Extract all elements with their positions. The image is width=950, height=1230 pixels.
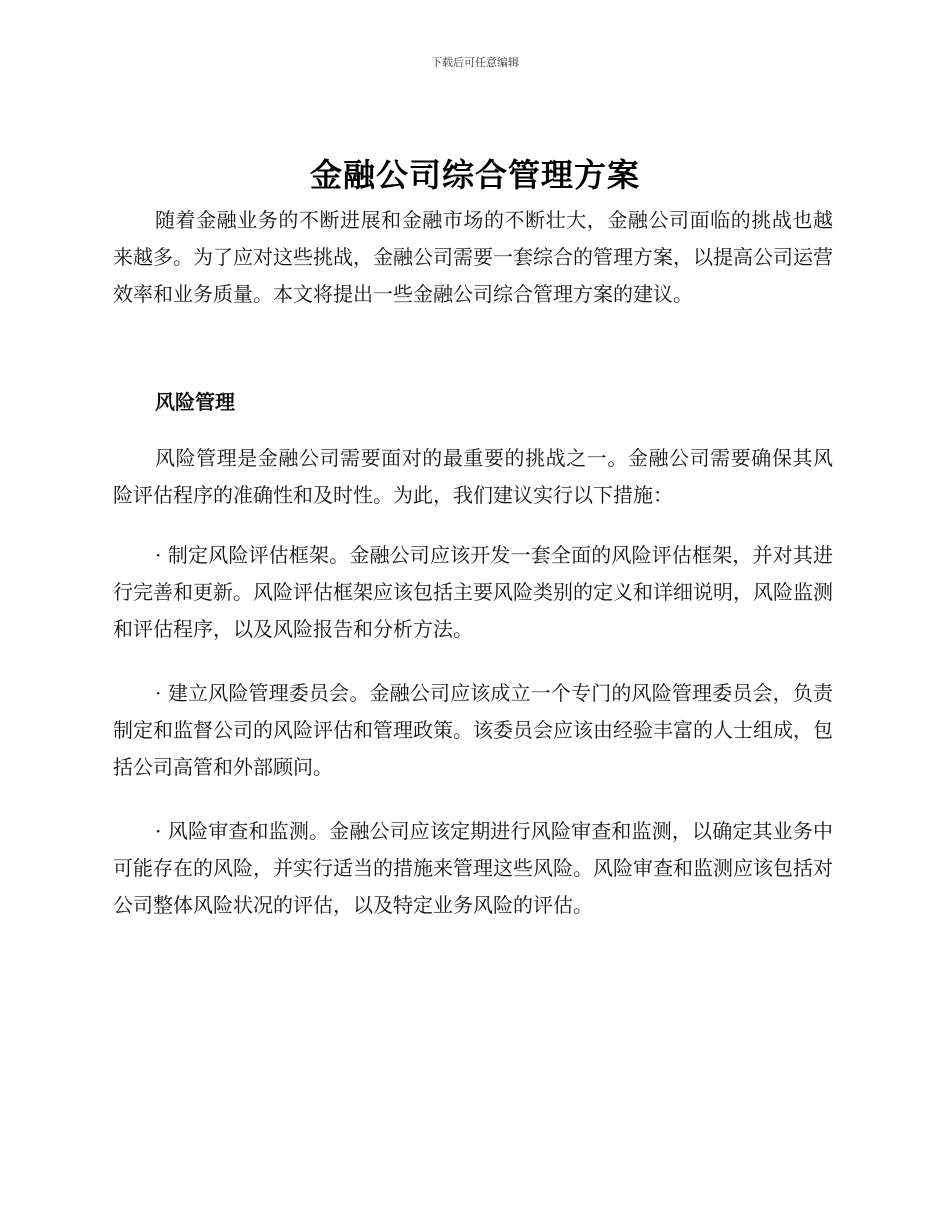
section-heading-risk-management: 风险管理: [155, 390, 235, 414]
intro-paragraph: 随着金融业务的不断进展和金融市场的不断壮大，金融公司面临的挑战也越来越多。为了应对这些挑战，金融公司需要一套综合的管理方案，以提高公司运营效率和业务质量。本文将提出一些金融公司综合管理方案的建议。: [113, 208, 833, 306]
section-lead-paragraph: 风险管理是金融公司需要面对的最重要的挑战之一。金融公司需要确保其风险评估程序的准确性和及时性。为此，我们建议实行以下措施：: [113, 446, 833, 507]
bullet-paragraph-risk-framework: · 制定风险评估框架。金融公司应该开发一套全面的风险评估框架，并对其进行完善和更新。风险评估框架应该包括主要风险类别的定义和详细说明，风险监测和评估程序，以及风险报告和分析方法。: [113, 543, 833, 641]
bullet-paragraph-risk-review: · 风险审查和监测。金融公司应该定期进行风险审查和监测，以确定其业务中可能存在的风险，并实行适当的措施来管理这些风险。风险审查和监测应该包括对公司整体风险状况的评估，以及特定业务风险的评估。: [113, 819, 833, 917]
page-header-note: 下载后可任意编辑: [431, 56, 519, 69]
bullet-paragraph-risk-committee: · 建立风险管理委员会。金融公司应该成立一个专门的风险管理委员会，负责制定和监督公司的风险评估和管理政策。该委员会应该由经验丰富的人士组成，包括公司高管和外部顾问。: [113, 681, 833, 779]
document-title: 金融公司综合管理方案: [309, 156, 640, 194]
